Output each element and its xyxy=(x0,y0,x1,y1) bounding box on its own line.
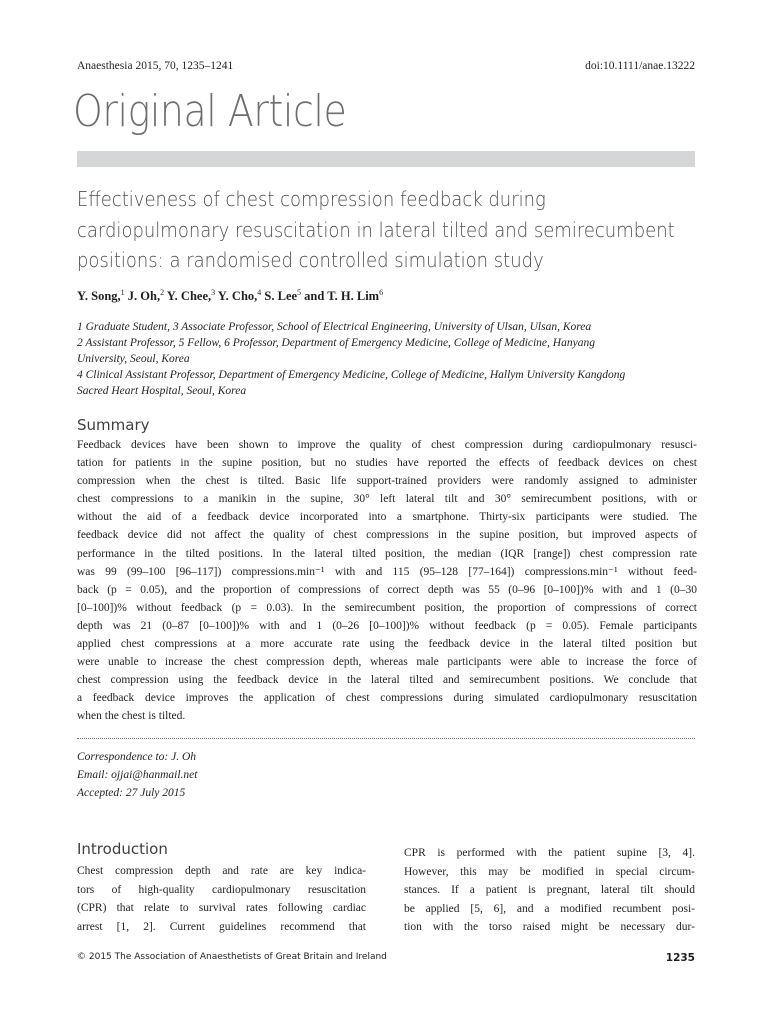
author-name: T. H. Lim xyxy=(327,289,380,303)
introduction-line: CPR is performed with the patient supine [3, 4]. xyxy=(404,847,695,859)
summary-line: [0–100])% without feedback (p = 0.03). In the semirecumbent position, the proportion of compressions of correct xyxy=(77,601,697,614)
affiliation-line: University, Seoul, Korea xyxy=(77,353,190,365)
summary-line: tation for patients in the supine position, but no studies have reported the effects of feedback devices on chest xyxy=(77,457,697,470)
header-divider-bar xyxy=(77,151,695,167)
author-name: S. Lee xyxy=(264,289,298,303)
correspondence-email[interactable]: Email: ojjai@hanmail.net xyxy=(77,769,198,781)
introduction-line: stances. If a patient is pregnant, lateral tilt should xyxy=(404,884,695,896)
summary-line: applied chest compressions at a more accurate rate using the feedback device in the lateral tilted position but xyxy=(77,638,697,651)
summary-line: were unable to increase the chest compression depth, whereas male participants were able to increase the force of xyxy=(77,656,697,669)
introduction-line: tors of high-quality cardiopulmonary resuscitation xyxy=(77,883,366,896)
author-affiliation-mark: 1 xyxy=(120,288,125,297)
correspondence-block xyxy=(77,748,197,802)
section-label: Original Article xyxy=(73,86,347,137)
summary-line: was 99 (99–100 [96–117]) compressions.min⁻¹ with and 115 (95–128 [77–164]) compressions.min⁻¹ without feed- xyxy=(77,565,697,578)
introduction-column-left xyxy=(77,862,366,936)
summary-line: Feedback devices have been shown to improve the quality of chest compression during cardiopulmonary resusci- xyxy=(77,439,697,451)
affiliation-line: 1 Graduate Student, 3 Associate Professor, School of Electrical Engineering, University of Ulsan, Ulsan, Korea xyxy=(77,321,592,333)
author-name: J. Oh, xyxy=(127,289,161,303)
introduction-line: be applied [5, 6], and a modified recumbent posi- xyxy=(404,902,695,915)
summary-line: without the aid of a feedback device incorporated into a smartphone. Thirty-six participants were studied. The xyxy=(77,511,697,524)
journal-reference: Anaesthesia 2015, 70, 1235–1241 xyxy=(77,60,234,72)
footer-copyright: © 2015 The Association of Anaesthetists of Great Britain and Ireland xyxy=(77,952,387,962)
author-affiliation-mark: 4 xyxy=(257,288,262,297)
author-affiliation-mark: 6 xyxy=(379,288,384,297)
summary-line: depth was 21 (0–87 [0–100])% with and 1 (0–26 [0–100])% without feedback (p = 0.05). Female participants xyxy=(77,619,697,632)
affiliations xyxy=(77,319,697,399)
summary-line: chest compression using the feedback device in the lateral tilted and semirecumbent positions. We conclude that xyxy=(77,674,697,687)
summary-line: chest compressions to a manikin in the supine, 30° left lateral tilt and 30° semirecumbent positions, with or xyxy=(77,493,697,506)
author-affiliation-mark: 2 xyxy=(160,288,165,297)
author-separator: and xyxy=(301,289,328,303)
article-title xyxy=(77,184,717,276)
summary-line: performance in the tilted positions. In the lateral tilted position, the median (IQR [range]) chest compression rate xyxy=(77,547,697,560)
author-name: Y. Chee, xyxy=(166,289,212,303)
author-affiliation-mark: 5 xyxy=(297,288,302,297)
author-name: Y. Cho, xyxy=(217,289,258,303)
correspondence-author: Correspondence to: J. Oh xyxy=(77,751,197,763)
summary-heading: Summary xyxy=(77,416,150,434)
introduction-heading: Introduction xyxy=(77,840,168,858)
author-name: Y. Song, xyxy=(77,289,121,303)
author-list xyxy=(77,289,383,304)
introduction-column-right xyxy=(404,844,695,937)
affiliation-line: 2 Assistant Professor, 5 Fellow, 6 Professor, Department of Emergency Medicine, College of Medicine, Hanyang xyxy=(77,337,595,349)
introduction-line: (CPR) that relate to survival rates following cardiac xyxy=(77,902,366,914)
author-affiliation-mark: 3 xyxy=(211,288,216,297)
summary-line: feedback device did not affect the quality of chest compressions in the supine position, but improved aspects of xyxy=(77,529,697,542)
summary-line: compression when the chest is tilted. Basic life support-trained providers were randomly assigned to administer xyxy=(77,475,697,488)
dotted-divider xyxy=(77,738,695,739)
summary-line: when the chest is tilted. xyxy=(77,710,186,723)
introduction-line: arrest [1, 2]. Current guidelines recommend that xyxy=(77,920,366,933)
introduction-line: Chest compression depth and rate are key indica- xyxy=(77,865,366,877)
affiliation-line: Sacred Heart Hospital, Seoul, Korea xyxy=(77,385,247,397)
summary-body xyxy=(77,436,697,726)
article-title-line: cardiopulmonary resuscitation in lateral tilted and semirecumbent xyxy=(77,217,675,242)
introduction-line: tion with the torso raised might be necessary dur- xyxy=(404,921,695,933)
article-title-line: positions: a randomised controlled simulation study xyxy=(77,248,544,272)
affiliation-line: 4 Clinical Assistant Professor, Department of Emergency Medicine, College of Medicine, Hallym University Kangdong xyxy=(77,369,626,381)
summary-line: a feedback device improves the application of chest compressions during simulated cardiopulmonary resuscitation xyxy=(77,692,697,705)
introduction-line: However, this may be modified in special circum- xyxy=(404,865,695,878)
accepted-date: Accepted: 27 July 2015 xyxy=(77,787,186,799)
summary-line: back (p = 0.05), and the proportion of compressions of correct depth was 55 (0–96 [0–100])% with and 1 (0–30 xyxy=(77,583,697,596)
article-title-line: Effectiveness of chest compression feedback during xyxy=(77,187,546,211)
doi-link[interactable]: doi:10.1111/anae.13222 xyxy=(585,60,695,72)
page-number: 1235 xyxy=(665,952,695,964)
